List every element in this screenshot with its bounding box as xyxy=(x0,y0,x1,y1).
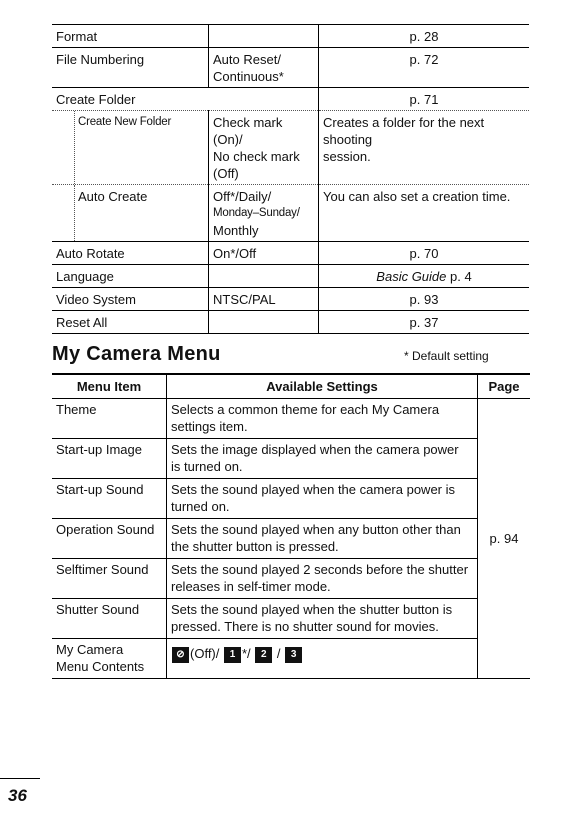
description-text: pressed. There is no shutter sound for movies. xyxy=(171,619,439,634)
mycamera-off-icon: ⊘ xyxy=(172,647,189,663)
page-cell xyxy=(319,265,530,288)
description-text: is turned on. xyxy=(171,459,243,474)
setting-cell: On*/Off xyxy=(209,242,319,265)
table-row xyxy=(52,559,530,599)
separator: */ xyxy=(242,646,251,661)
section-title: My Camera Menu xyxy=(52,343,221,365)
setting-cell xyxy=(209,25,319,48)
description-cell: You can also set a creation time. xyxy=(319,185,530,242)
description-cell xyxy=(167,599,478,639)
description-cell xyxy=(319,111,530,185)
item-text: My Camera xyxy=(56,642,124,657)
description-text: Sets the sound played 2 seconds before the shutter xyxy=(171,562,469,577)
table-row xyxy=(52,88,529,111)
description-text: releases in self-timer mode. xyxy=(171,579,331,594)
table-row xyxy=(52,639,530,679)
description-text: Selects a common theme for each My Camera xyxy=(171,402,440,417)
table-row xyxy=(52,25,529,48)
header-menu-item: Menu Item xyxy=(52,374,167,399)
default-setting-note: * Default setting xyxy=(404,349,489,363)
page-cell: p. 70 xyxy=(319,242,530,265)
setting-text: Auto Reset/ xyxy=(213,52,281,67)
description-cell xyxy=(167,479,478,519)
description-text: session. xyxy=(323,149,371,164)
description-cell xyxy=(167,519,478,559)
table-row xyxy=(52,185,529,242)
sub-item-label: Auto Create xyxy=(78,189,148,204)
setting-text: Continuous* xyxy=(213,69,284,84)
description-text: Sets the sound played when the shutter button is xyxy=(171,602,453,617)
mycamera-3-icon: 3 xyxy=(285,647,302,663)
table-row xyxy=(52,519,530,559)
header-row xyxy=(52,374,530,399)
item-cell: Start-up Image xyxy=(52,439,167,479)
description-cell xyxy=(167,559,478,599)
item-cell: Theme xyxy=(52,399,167,439)
item-cell xyxy=(52,639,167,679)
item-cell: File Numbering xyxy=(52,48,209,88)
item-cell: Start-up Sound xyxy=(52,479,167,519)
page-ref-italic: Basic Guide xyxy=(376,269,447,284)
page-cell: p. 94 xyxy=(478,399,531,679)
item-cell: Video System xyxy=(52,288,209,311)
setting-cell: NTSC/PAL xyxy=(209,288,319,311)
setting-text: Monthly xyxy=(213,223,259,238)
description-cell xyxy=(167,439,478,479)
item-cell: Auto Rotate xyxy=(52,242,209,265)
description-text: turned on. xyxy=(171,499,230,514)
item-text: Menu Contents xyxy=(56,659,145,674)
item-cell: Operation Sound xyxy=(52,519,167,559)
setting-text: (Off) xyxy=(213,166,239,181)
setting-text: No check mark xyxy=(213,149,300,164)
item-cell: Selftimer Sound xyxy=(52,559,167,599)
item-cell: Language xyxy=(52,265,209,288)
item-cell xyxy=(52,185,209,242)
settings-table xyxy=(52,24,529,334)
description-text: Sets the sound played when any button other than xyxy=(171,522,461,537)
table-row xyxy=(52,311,529,334)
item-cell: Format xyxy=(52,25,209,48)
description-text: Sets the sound played when the camera power is xyxy=(171,482,456,497)
table-row xyxy=(52,111,529,185)
description-text: the shutter button is pressed. xyxy=(171,539,339,554)
sub-item-label: Create New Folder xyxy=(78,116,172,128)
off-label: (Off)/ xyxy=(190,646,220,661)
table-row xyxy=(52,265,529,288)
item-cell: Reset All xyxy=(52,311,209,334)
table-row xyxy=(52,399,530,439)
contents-cell xyxy=(167,639,478,679)
item-cell: Create Folder xyxy=(52,88,209,111)
setting-cell xyxy=(209,111,319,185)
page-cell: p. 93 xyxy=(319,288,530,311)
setting-cell xyxy=(209,265,319,288)
setting-text: Off*/Daily/ xyxy=(213,189,272,204)
page-number: 36 xyxy=(8,786,27,805)
table-row xyxy=(52,288,529,311)
description-cell xyxy=(167,399,478,439)
header-page: Page xyxy=(478,374,531,399)
setting-text: Monday–Sunday/ xyxy=(213,207,300,219)
page-cell: p. 72 xyxy=(319,48,530,88)
setting-cell xyxy=(209,88,319,111)
my-camera-table xyxy=(52,373,530,679)
item-cell: Shutter Sound xyxy=(52,599,167,639)
page-cell: p. 28 xyxy=(319,25,530,48)
table-row xyxy=(52,599,530,639)
page-ref-rest: p. 4 xyxy=(446,269,472,284)
page-cell: p. 37 xyxy=(319,311,530,334)
description-text: settings item. xyxy=(171,419,248,434)
setting-text: Check mark xyxy=(213,115,283,130)
setting-text: (On)/ xyxy=(213,132,243,147)
page-number-rule xyxy=(0,778,40,779)
setting-cell xyxy=(209,48,319,88)
mycamera-2-icon: 2 xyxy=(255,647,272,663)
setting-cell xyxy=(209,185,319,242)
page-cell: p. 71 xyxy=(319,88,530,111)
item-cell xyxy=(52,111,209,185)
description-text: Sets the image displayed when the camera power xyxy=(171,442,459,457)
header-available-settings: Available Settings xyxy=(167,374,478,399)
separator: / xyxy=(276,646,281,661)
setting-cell xyxy=(209,311,319,334)
table-row xyxy=(52,439,530,479)
table-row xyxy=(52,48,529,88)
description-text: Creates a folder for the next shooting xyxy=(323,115,485,147)
table-row xyxy=(52,242,529,265)
table-row xyxy=(52,479,530,519)
mycamera-1-icon: 1 xyxy=(224,647,241,663)
